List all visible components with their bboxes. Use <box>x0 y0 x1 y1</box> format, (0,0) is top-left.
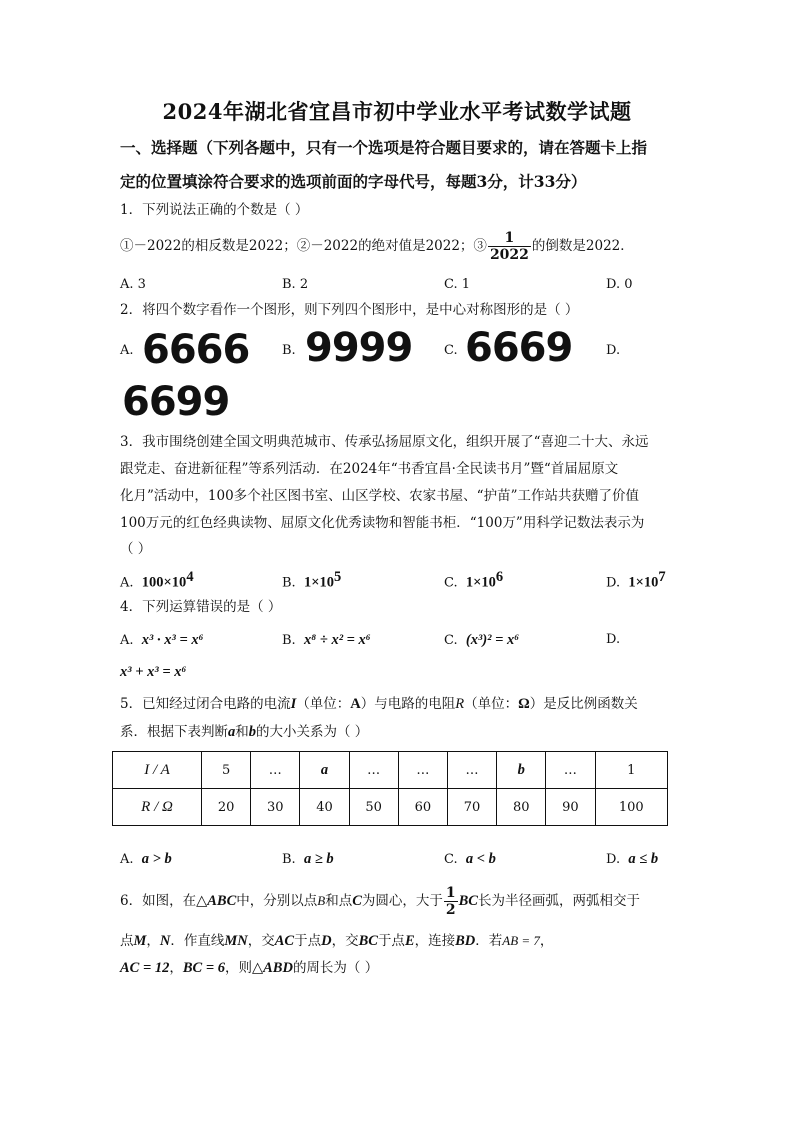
q2-option-b-digits[interactable]: 9999 <box>305 325 413 371</box>
q2-option-a-letter[interactable]: A. <box>120 343 134 358</box>
q6-l2b: ， <box>146 933 160 949</box>
q4-option-a-expr: x³ · x³ = x⁶ <box>141 632 204 648</box>
table-cell: 40 <box>300 789 349 826</box>
table-cell: b <box>497 752 546 789</box>
q3-line-2: 跟党走、奋进新征程”等系列活动．在2024年“书香宜昌·全民读书月”暨“首届屈原文 <box>120 461 619 477</box>
table-cell: 80 <box>497 789 546 826</box>
fraction-one-half <box>444 885 458 919</box>
q6-l2j: ， <box>539 933 554 949</box>
q5-unit-omega: Ω <box>518 696 530 712</box>
section-heading-1 <box>120 133 680 197</box>
q6-tri-abc: △ABC <box>196 893 237 909</box>
q6-l1c: 和点 <box>325 893 353 909</box>
q5-option-c-letter: C. <box>444 852 458 867</box>
q6-l2f: ，交 <box>331 933 359 949</box>
q3-option-a[interactable] <box>120 569 194 591</box>
q6-l1a: 6．如图，在 <box>120 893 197 909</box>
q5-option-d-letter: D. <box>606 852 621 867</box>
q5-option-b[interactable] <box>282 851 334 868</box>
q4-stem: 4．下列运算错误的是（ ） <box>120 599 282 615</box>
q5-l1d: （单位： <box>464 696 519 712</box>
page-title: 2024年湖北省宜昌市初中学业水平考试数学试题 <box>162 99 632 124</box>
q4-option-d-expr-text: x³ + x³ = x⁶ <box>120 664 187 680</box>
q5-line-1 <box>120 694 638 714</box>
table-cell: 1 <box>595 752 668 789</box>
table-cell: … <box>398 752 447 789</box>
section-heading-line-2: 定的位置填涂符合要求的选项前面的字母代号，每题3分，计33分） <box>120 172 587 191</box>
q3-option-a-base: 100×10 <box>141 574 187 591</box>
q6-l2i: ．若 <box>475 933 503 949</box>
q1-statements-part2: 的倒数是2022． <box>531 238 634 254</box>
q3-option-a-exp: 4 <box>186 569 194 585</box>
q2-option-d-digits[interactable]: 6699 <box>122 379 230 425</box>
q1-stem: 1．下列说法正确的个数是（ ） <box>120 202 309 218</box>
q4-option-c[interactable] <box>444 632 519 649</box>
q5-option-c[interactable] <box>444 851 496 868</box>
q5-l1a: 5．已知经过闭合电路的电流 <box>120 696 291 712</box>
q6-pt-c: C <box>352 893 362 909</box>
q3-option-d-letter: D. <box>606 575 621 591</box>
q5-var-r: R <box>455 696 465 712</box>
q3-option-b-letter: B. <box>282 575 296 591</box>
q3-option-c-base: 1×10 <box>465 574 496 591</box>
table-cell: … <box>447 752 496 789</box>
q4-option-b-expr: x⁸ ÷ x² = x⁶ <box>303 632 371 648</box>
q2-option-a-digits[interactable]: 6666 <box>142 327 250 373</box>
q5-option-c-expr: a < b <box>465 851 496 867</box>
current-resistance-table <box>112 751 668 826</box>
q3-option-c-exp: 6 <box>495 569 504 585</box>
q6-l2c: ．作直线 <box>170 933 225 949</box>
q6-seg-ac: AC <box>274 933 295 949</box>
q5-option-a-expr: a > b <box>141 851 172 867</box>
q6-l2a: 点 <box>120 933 134 949</box>
q5-var-b: b <box>248 724 256 740</box>
q6-l1b: 中，分别以点 <box>236 893 318 909</box>
q6-eq-ab: AB = 7 <box>502 933 540 948</box>
q6-l3c: 的周长为（ ） <box>292 960 379 976</box>
q5-var-a: a <box>228 724 236 740</box>
q5-unit-a: A <box>350 696 361 712</box>
q6-tri-abd: △ABD <box>251 960 293 976</box>
q1-statements <box>120 228 634 264</box>
q5-l2b: 和 <box>235 724 249 740</box>
table-cell: 60 <box>398 789 447 826</box>
q6-line-3 <box>120 958 378 978</box>
q3-line-4: 100万元的红色经典读物、屈原文化优秀读物和智能书柜．“100万”用科学记数法表示为 <box>120 515 645 531</box>
q5-l1c: ）与电路的电阻 <box>360 696 456 712</box>
q3-option-d-exp: 7 <box>658 569 666 585</box>
q6-pt-d: D <box>321 933 332 949</box>
q4-option-b[interactable] <box>282 632 371 649</box>
q6-line-1 <box>120 883 640 919</box>
q6-l2e: 于点 <box>294 933 322 949</box>
table-cell: 5 <box>202 752 251 789</box>
q4-option-b-letter: B. <box>282 633 296 648</box>
q2-option-c-letter[interactable]: C. <box>444 343 458 358</box>
section-heading-line-1: 一、选择题（下列各题中，只有一个选项是符合题目要求的，请在答题卡上指 <box>120 138 648 157</box>
table-cell: 100 <box>595 789 668 826</box>
table-cell: 90 <box>546 789 595 826</box>
table-cell: 30 <box>251 789 300 826</box>
table-cell: … <box>251 752 300 789</box>
q6-seg-bd: BD <box>455 933 476 949</box>
q6-l2h: ，连接 <box>414 933 456 949</box>
q3-option-b-exp: 5 <box>333 569 342 585</box>
q5-option-b-letter: B. <box>282 852 296 867</box>
q3-option-c[interactable] <box>444 569 503 591</box>
q5-line-2 <box>120 722 368 742</box>
q3-option-b[interactable] <box>282 569 341 591</box>
q3-line-5: （ ） <box>120 541 152 557</box>
table-cell: 70 <box>447 789 496 826</box>
fraction-denominator: 2 <box>445 901 456 918</box>
table-row-resistance <box>113 789 668 826</box>
q6-line-2 <box>120 931 553 951</box>
q5-option-a[interactable] <box>120 851 172 868</box>
table-row-current <box>113 752 668 789</box>
q6-l2g: 于点 <box>377 933 405 949</box>
q1-option-d[interactable]: D. 0 <box>606 277 633 292</box>
q6-l1e: 长为半径画弧，两弧相交于 <box>477 893 640 909</box>
q6-pt-n: N <box>159 933 171 949</box>
q6-l2d: ，交 <box>247 933 275 949</box>
q6-line-mn: MN <box>224 933 248 949</box>
q2-option-b-letter[interactable]: B. <box>282 343 296 358</box>
table-cell: 50 <box>349 789 398 826</box>
q4-option-c-letter: C. <box>444 633 458 648</box>
q3-option-a-letter: A. <box>120 575 134 591</box>
q5-option-d[interactable] <box>606 851 658 868</box>
q5-l2a: 系．根据下表判断 <box>120 724 228 740</box>
q5-l1e: ）是反比例函数关 <box>529 696 638 712</box>
q5-option-b-expr: a ≥ b <box>303 851 334 867</box>
q2-option-c-digits[interactable]: 6669 <box>465 325 573 371</box>
table-cell: … <box>349 752 398 789</box>
table-cell: 20 <box>202 789 251 826</box>
q3-option-b-base: 1×10 <box>303 574 334 591</box>
q3-option-d[interactable] <box>606 569 666 591</box>
table-cell: a <box>300 752 349 789</box>
table-header-current: I / A <box>113 752 202 789</box>
q4-option-d-expr[interactable] <box>120 664 187 681</box>
q1-option-a[interactable]: A. 3 <box>120 277 146 292</box>
q3-line-3: 化月”活动中，100多个社区图书室、山区学校、农家书屋、“护苗”工作站共获赠了价值 <box>120 488 639 504</box>
q4-option-c-expr: (x³)² = x⁶ <box>465 632 520 648</box>
q5-option-d-expr: a ≤ b <box>628 851 659 867</box>
fraction-1-over-2022 <box>488 230 531 264</box>
q4-option-a[interactable] <box>120 632 204 649</box>
q6-seg-bc-2: BC <box>358 933 378 949</box>
fraction-numerator: 1 <box>504 229 515 246</box>
q5-l1b: （单位： <box>296 696 351 712</box>
q3-option-d-base: 1×10 <box>628 574 659 591</box>
fraction-denominator: 2022 <box>489 246 529 263</box>
q3-line-1: 3．我市围绕创建全国文明典范城市、传承弘扬屈原文化，组织开展了“喜迎二十大、永远 <box>120 434 649 450</box>
q6-l1d: 为圆心，大于 <box>361 893 443 909</box>
q6-l3b: ，则 <box>224 960 252 976</box>
fraction-numerator: 1 <box>445 884 456 901</box>
table-header-resistance: R / Ω <box>113 789 202 826</box>
q6-eq-ac: AC = 12 <box>120 960 170 976</box>
q3-option-c-letter: C. <box>444 575 458 591</box>
q6-seg-bc: BC <box>458 893 478 909</box>
q4-option-d-letter[interactable]: D. <box>606 632 621 647</box>
q1-statements-part1: ①－2022的相反数是2022；②－2022的绝对值是2022；③ <box>120 238 487 254</box>
q2-option-d-letter[interactable]: D. <box>606 343 621 358</box>
table-cell: … <box>546 752 595 789</box>
q5-l2c: 的大小关系为（ ） <box>256 724 369 740</box>
q5-var-i: I <box>290 696 297 712</box>
q6-pt-b: B <box>317 893 326 908</box>
q6-l3a: ， <box>169 960 183 976</box>
q5-option-a-letter: A. <box>120 852 134 867</box>
q6-pt-m: M <box>133 933 147 949</box>
q2-stem: 2．将四个数字看作一个图形，则下列四个图形中，是中心对称图形的是（ ） <box>120 302 579 318</box>
q6-eq-bc: BC = 6 <box>182 960 225 976</box>
q1-option-c[interactable]: C. 1 <box>444 277 471 292</box>
q1-option-b[interactable]: B. 2 <box>282 277 309 292</box>
q6-pt-e: E <box>404 933 415 949</box>
q4-option-a-letter: A. <box>120 633 134 648</box>
